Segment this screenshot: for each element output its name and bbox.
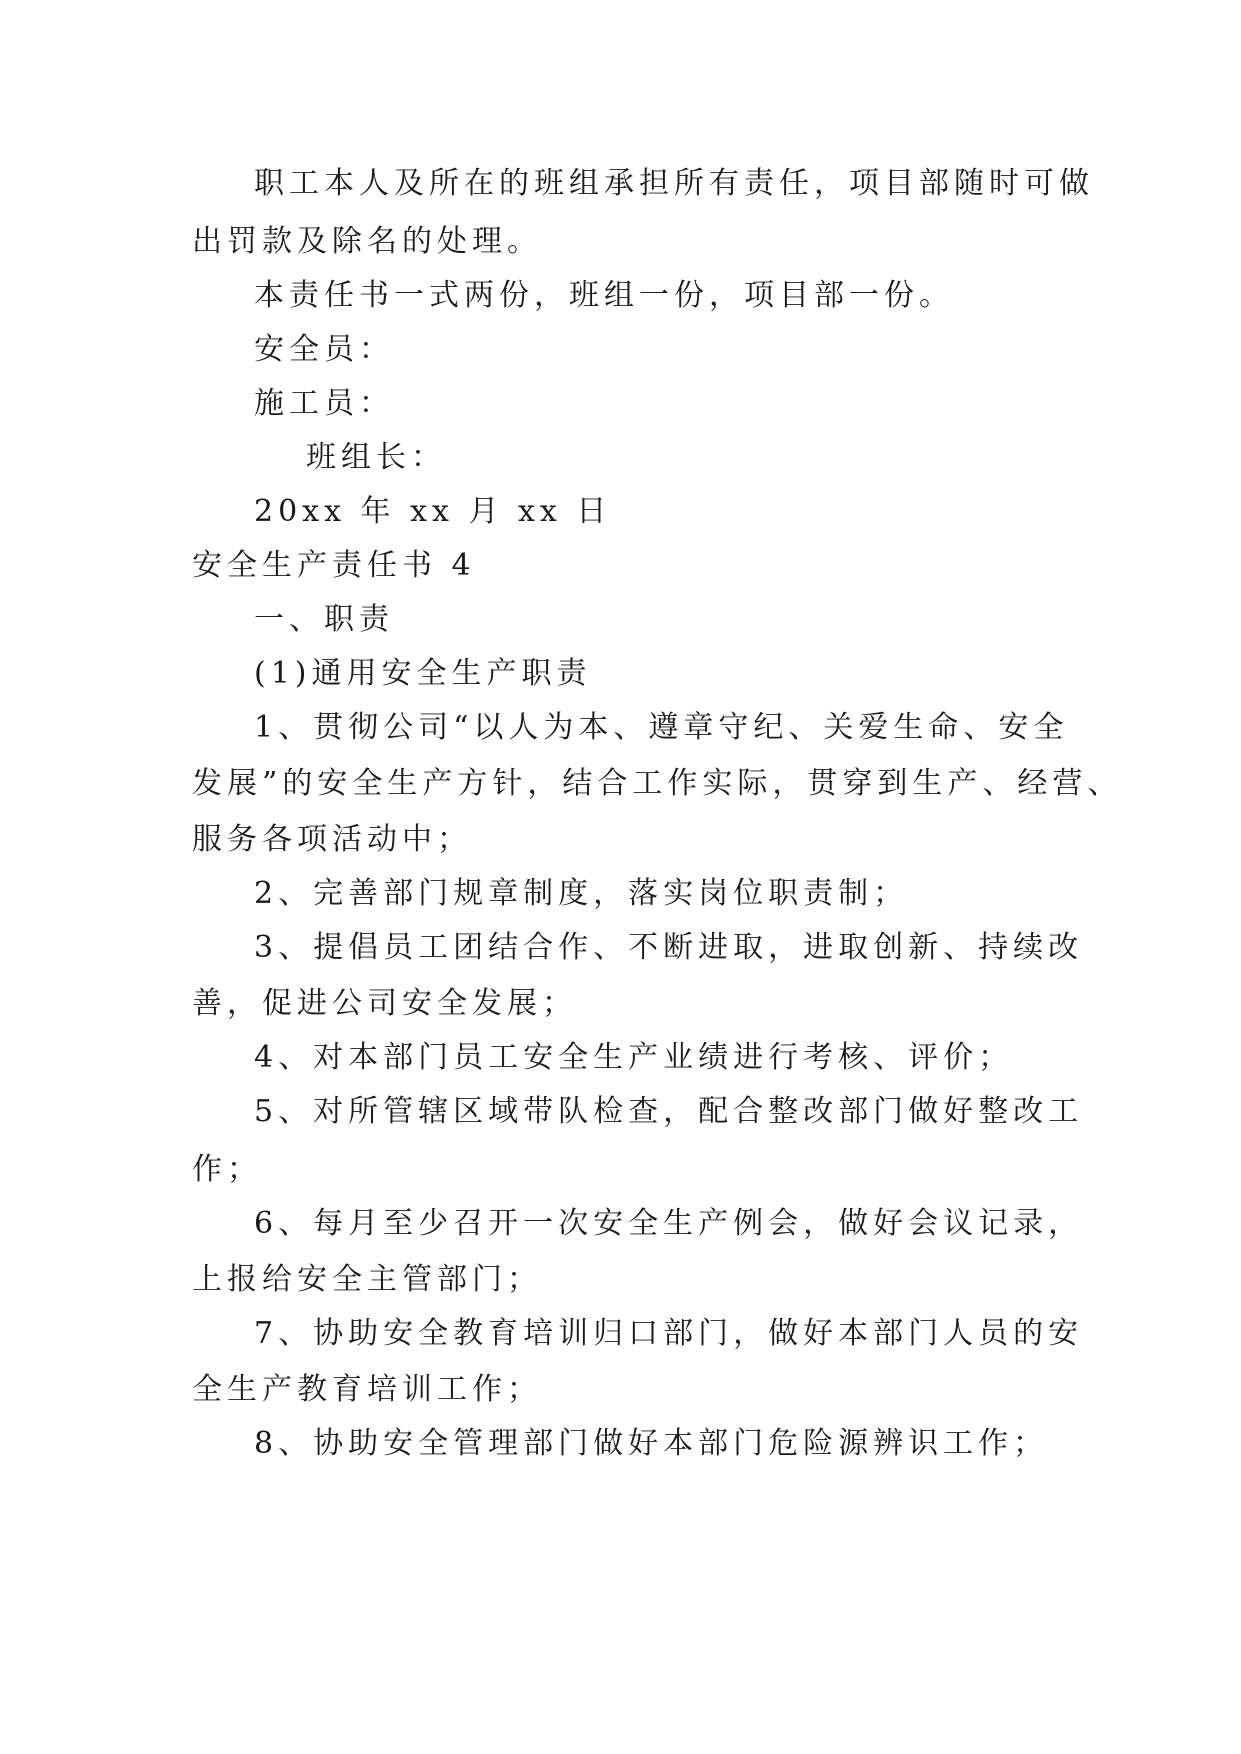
item-1-line-1: 1、贯彻公司“以人为本、遵章守纪、关爱生命、安全 bbox=[254, 710, 1069, 745]
item-5-line-1: 5、对所管辖区域带队检查，配合整改部门做好整改工 bbox=[254, 1094, 1084, 1129]
item-6-line-1: 6、每月至少召开一次安全生产例会，做好会议记录， bbox=[254, 1206, 1084, 1241]
item-8: 8、协助安全管理部门做好本部门危险源辨识工作； bbox=[254, 1426, 1049, 1461]
signature-constructor: 施工员： bbox=[254, 386, 394, 421]
item-3-line-2: 善，促进公司安全发展； bbox=[192, 986, 577, 1021]
item-4: 4、对本部门员工安全生产业绩进行考核、评价； bbox=[254, 1040, 1014, 1075]
date-line: 20xx 年 xx 月 xx 日 bbox=[254, 494, 612, 529]
item-7-line-2: 全生产教育培训工作； bbox=[192, 1372, 542, 1407]
item-2: 2、完善部门规章制度，落实岗位职责制； bbox=[254, 876, 909, 911]
paragraph-responsibility-line-1: 职工本人及所在的班组承担所有责任，项目部随时可做 bbox=[254, 166, 1094, 201]
heading-duties: 一、职责 bbox=[254, 602, 394, 637]
item-3-line-1: 3、提倡员工团结合作、不断进取，进取创新、持续改 bbox=[254, 930, 1084, 965]
subheading-general-duties: (1)通用安全生产职责 bbox=[254, 656, 592, 691]
item-7-line-1: 7、协助安全教育培训归口部门，做好本部门人员的安 bbox=[254, 1316, 1084, 1351]
item-1-line-2: 发展”的安全生产方针，结合工作实际，贯穿到生产、经营、 bbox=[192, 766, 1123, 801]
section-title: 安全生产责任书 4 bbox=[192, 548, 476, 583]
item-1-line-3: 服务各项活动中； bbox=[192, 822, 472, 857]
item-6-line-2: 上报给安全主管部门； bbox=[192, 1262, 542, 1297]
signature-team-leader: 班组长： bbox=[306, 440, 446, 475]
paragraph-copies: 本责任书一式两份，班组一份，项目部一份。 bbox=[254, 278, 954, 313]
paragraph-responsibility-line-2: 出罚款及除名的处理。 bbox=[192, 224, 542, 259]
item-5-line-2: 作； bbox=[192, 1152, 262, 1187]
signature-safety-officer: 安全员： bbox=[254, 332, 394, 367]
